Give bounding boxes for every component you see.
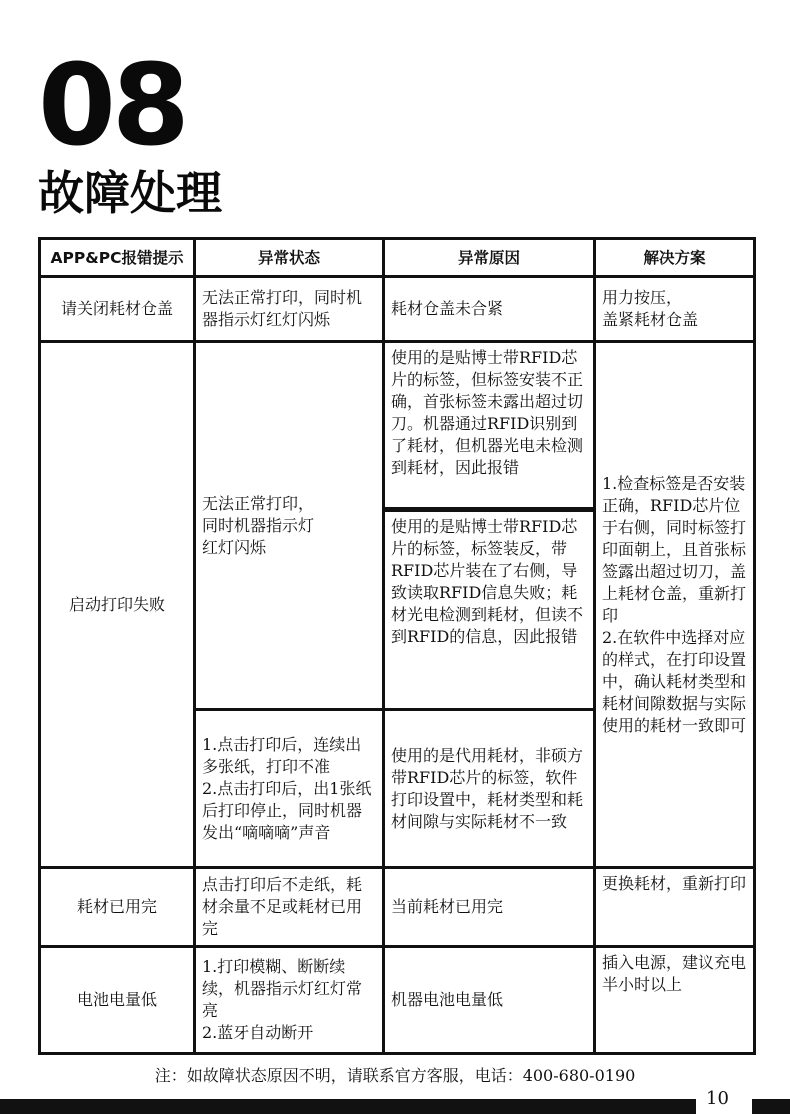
row4-prompt: 电池电量低 [41, 948, 193, 1052]
header-solution: 解决方案 [596, 240, 753, 275]
row3-state: 点击打印后不走纸，耗材余量不足或耗材已用完 [196, 869, 382, 945]
footer-bar-right [752, 1099, 790, 1114]
row2-cause-a1: 使用的是贴博士带RFID芯片的标签，但标签安装不正确，首张标签未露出超过切刀。机器通过RFID识别到了耗材，但机器光电未检测到耗材，因此报错 [385, 343, 593, 507]
row1-prompt: 请关闭耗材仓盖 [41, 278, 193, 340]
footnote: 注：如故障状态原因不明，请联系官方客服，电话：400-680-0190 [154, 1066, 636, 1085]
row2-state-a: 无法正常打印， 同时机器指示灯 红灯闪烁 [196, 343, 382, 708]
row4-solution: 插入电源，建议充电半小时以上 [596, 948, 753, 1052]
row2-prompt: 启动打印失败 [41, 343, 193, 866]
chapter-number: 08 [38, 41, 186, 171]
row2-cause-a2: 使用的是贴博士带RFID芯片的标签，标签装反，带RFID芯片装在了右侧，导致读取RFID信息失败；耗材光电检测到耗材，但读不到RFID的信息，因此报错 [385, 512, 593, 708]
row3-cause: 当前耗材已用完 [385, 869, 593, 945]
row3-solution: 更换耗材，重新打印 [596, 869, 753, 945]
footer-bar-left [0, 1099, 696, 1114]
header-prompt: APP&PC报错提示 [41, 240, 193, 275]
row3-prompt: 耗材已用完 [41, 869, 193, 945]
row4-state: 1.打印模糊、断断续续，机器指示灯红灯常亮 2.蓝牙自动断开 [196, 948, 382, 1052]
troubleshooting-table [38, 237, 756, 1055]
row2-solution: 1.检查标签是否安装正确，RFID芯片位于右侧，同时标签打印面朝上，且首张标签露出超过切刀，盖上耗材仓盖，重新打印 2.在软件中选择对应的样式，在打印设置中，确认耗材类型和耗材间隙数据与实际使用的耗材一致即可 [596, 343, 753, 866]
page-number: 10 [706, 1088, 729, 1109]
row2-cause-b: 使用的是代用耗材，非硕方带RFID芯片的标签，软件打印设置中，耗材类型和耗材间隙与实际耗材不一致 [385, 711, 593, 866]
header-state: 异常状态 [196, 240, 382, 275]
row4-cause: 机器电池电量低 [385, 948, 593, 1052]
chapter-title: 故障处理 [38, 166, 222, 220]
row1-solution: 用力按压， 盖紧耗材仓盖 [596, 278, 753, 340]
row1-state: 无法正常打印，同时机器指示灯红灯闪烁 [196, 278, 382, 340]
row2-state-b: 1.点击打印后，连续出多张纸，打印不准 2.点击打印后，出1张纸后打印停止，同时机器发出“嘀嘀嘀”声音 [196, 711, 382, 866]
header-cause: 异常原因 [385, 240, 593, 275]
row1-cause: 耗材仓盖未合紧 [385, 278, 593, 340]
